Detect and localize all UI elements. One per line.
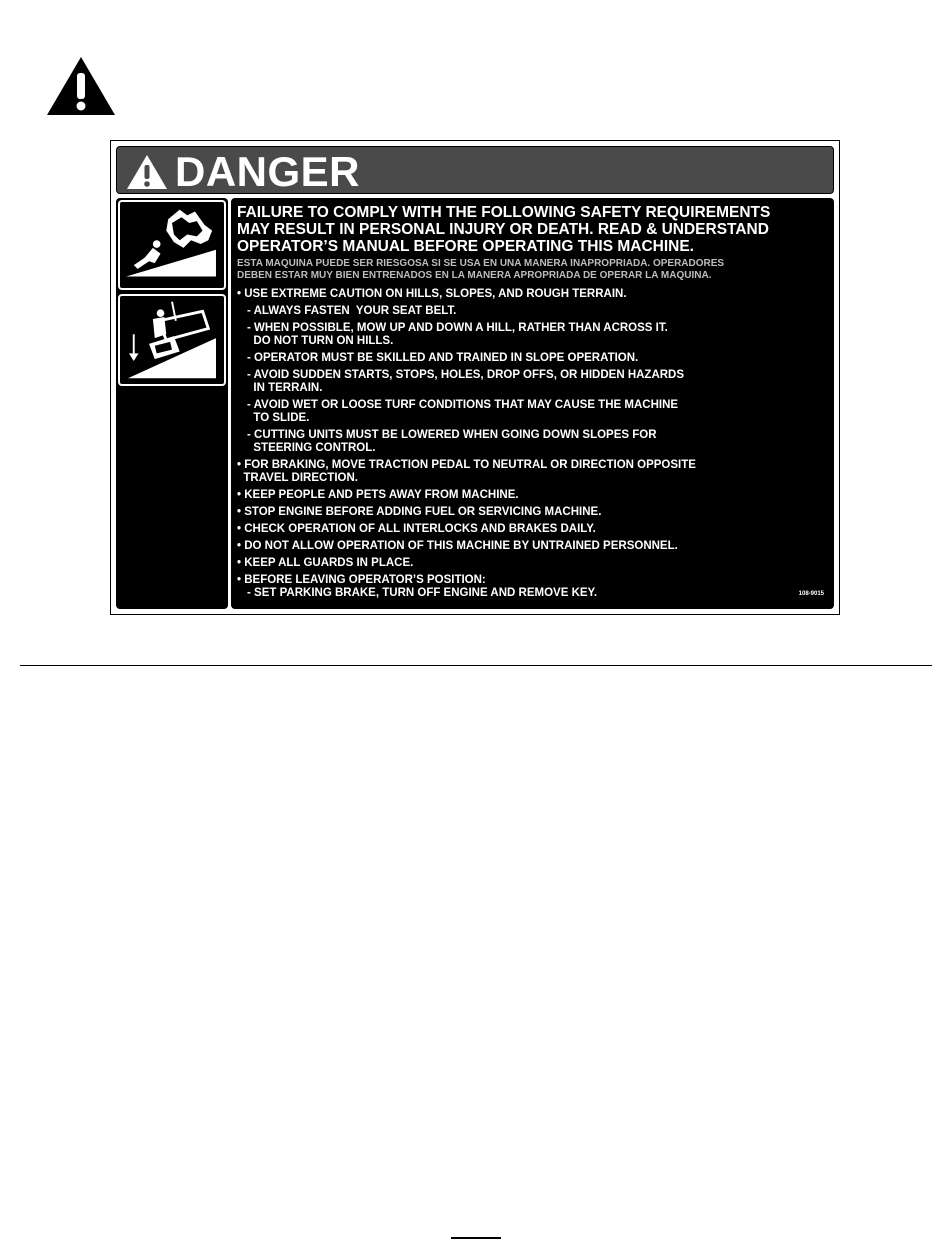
- list-item: • FOR BRAKING, MOVE TRACTION PEDAL TO NEUTRAL OR DIRECTION OPPOSITE: [237, 459, 696, 471]
- slope-hazard-icon: [118, 294, 226, 386]
- warning-triangle-icon: [45, 55, 117, 117]
- safety-list: [237, 288, 826, 600]
- list-item: - AVOID WET OR LOOSE TURF CONDITIONS THAT MAY CAUSE THE MACHINE: [247, 399, 679, 411]
- decal-spanish-text: ESTA MAQUINA PUEDE SER RIESGOSA SI SE USA EN UNA MANERA INAPROPRIADA. OPERADORES DEBEN ESTAR MUY BIEN ENTRENADOS EN LA MANERA APROPRIADA DE OPERAR LA MAQUINA.: [237, 258, 725, 281]
- list-item: IN TERRAIN.: [247, 382, 323, 394]
- pictogram-column: [116, 198, 228, 609]
- rollover-hazard-icon: [118, 200, 226, 290]
- section-divider: [20, 665, 932, 666]
- list-item: • STOP ENGINE BEFORE ADDING FUEL OR SERVICING MACHINE.: [237, 506, 602, 518]
- list-item: • BEFORE LEAVING OPERATOR’S POSITION:: [237, 574, 486, 586]
- list-item: STEERING CONTROL.: [247, 442, 376, 454]
- decal-text-panel: [231, 198, 834, 609]
- list-item: • USE EXTREME CAUTION ON HILLS, SLOPES, AND ROUGH TERRAIN.: [237, 288, 627, 300]
- list-item: - ALWAYS FASTEN YOUR SEAT BELT.: [247, 305, 457, 317]
- list-item: - SET PARKING BRAKE, TURN OFF ENGINE AND REMOVE KEY.: [247, 587, 598, 599]
- footer-rule: [451, 1237, 501, 1239]
- list-item: - CUTTING UNITS MUST BE LOWERED WHEN GOING DOWN SLOPES FOR: [247, 429, 657, 441]
- list-item: • DO NOT ALLOW OPERATION OF THIS MACHINE BY UNTRAINED PERSONNEL.: [237, 540, 678, 552]
- list-item: • KEEP ALL GUARDS IN PLACE.: [237, 557, 414, 569]
- danger-decal: [110, 140, 840, 615]
- decal-headline: FAILURE TO COMPLY WITH THE FOLLOWING SAFETY REQUIREMENTS MAY RESULT IN PERSONAL INJURY OR DEATH. READ & UNDERSTAND OPERATOR’S MANUAL BEFORE OPERATING THIS MACHINE.: [237, 204, 771, 255]
- list-item: - OPERATOR MUST BE SKILLED AND TRAINED IN SLOPE OPERATION.: [247, 352, 639, 364]
- list-item: • CHECK OPERATION OF ALL INTERLOCKS AND BRAKES DAILY.: [237, 523, 596, 535]
- decal-header: [116, 146, 834, 194]
- list-item: TRAVEL DIRECTION.: [237, 472, 358, 484]
- list-item: - WHEN POSSIBLE, MOW UP AND DOWN A HILL, RATHER THAN ACROSS IT.: [247, 322, 668, 334]
- list-item: TO SLIDE.: [247, 412, 310, 424]
- list-item: DO NOT TURN ON HILLS.: [247, 335, 394, 347]
- decal-title: DANGER: [175, 148, 361, 195]
- list-item: • KEEP PEOPLE AND PETS AWAY FROM MACHINE.: [237, 489, 519, 501]
- decal-part-number: 108-9015: [798, 591, 824, 597]
- list-item: - AVOID SUDDEN STARTS, STOPS, HOLES, DROP OFFS, OR HIDDEN HAZARDS: [247, 369, 685, 381]
- warning-triangle-icon: [125, 153, 169, 191]
